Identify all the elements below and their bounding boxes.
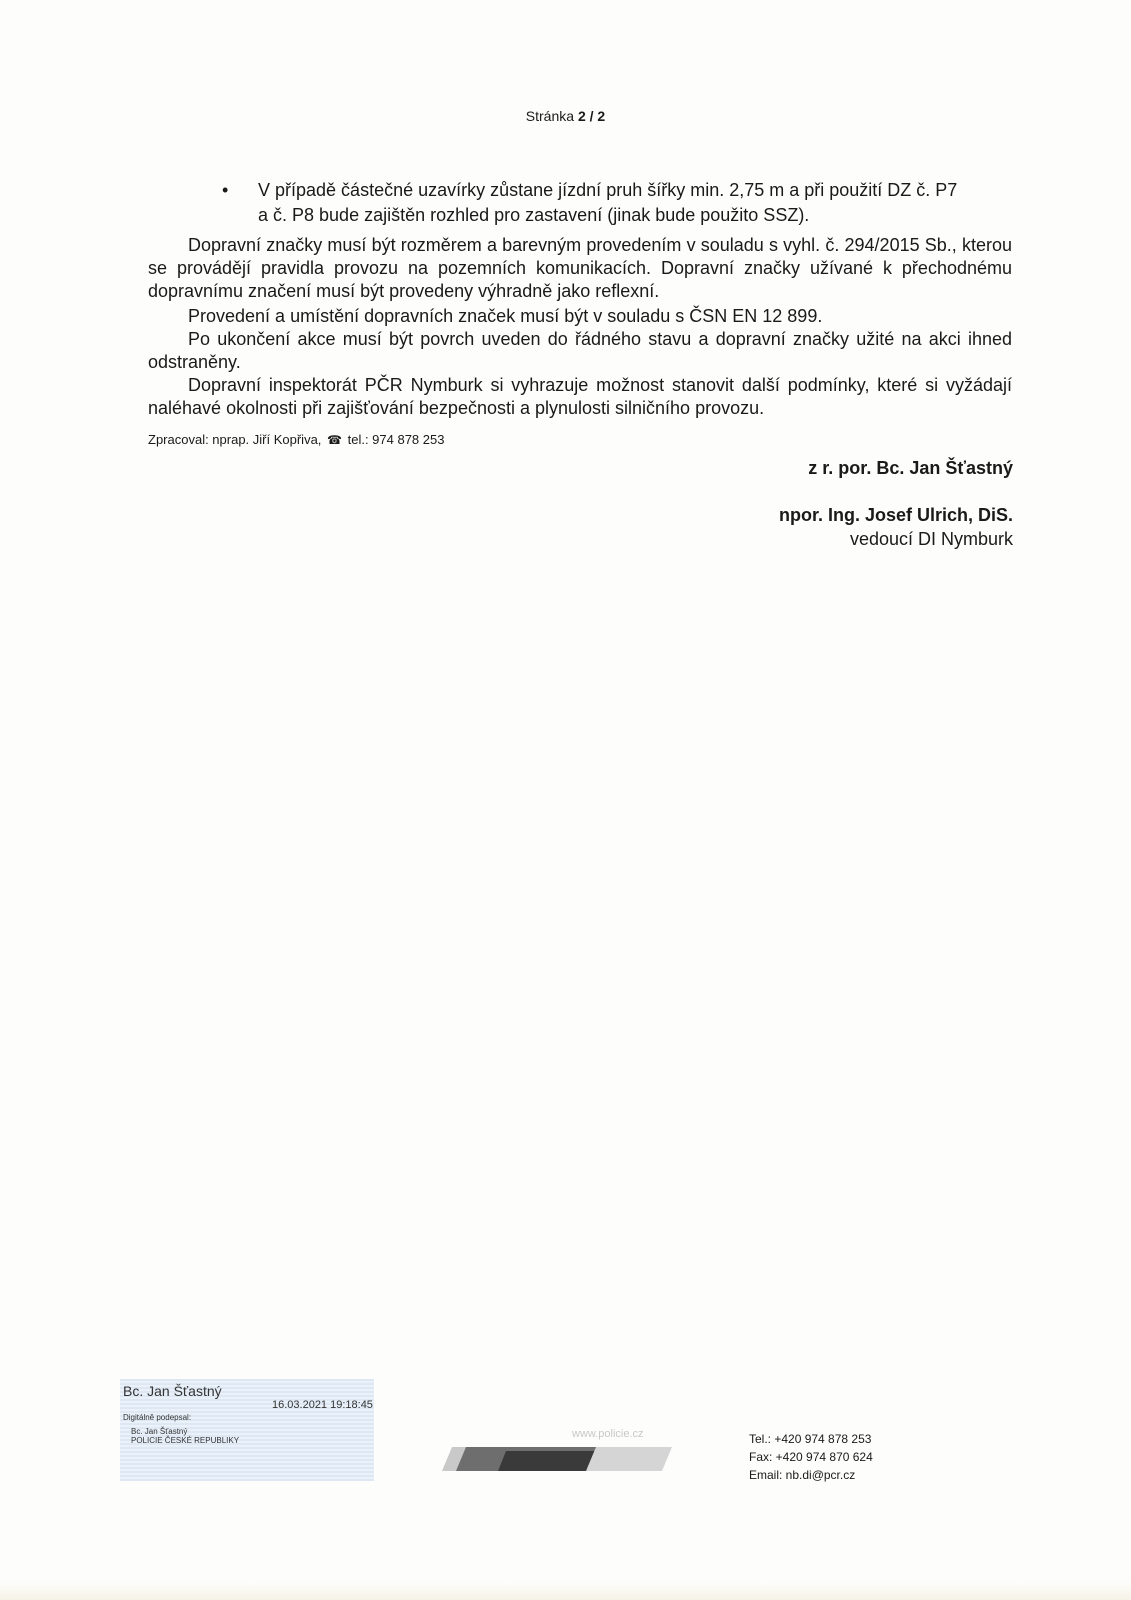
prepared-by-text: Zpracoval: nprap. Jiří Kopřiva,	[148, 432, 322, 447]
stamp-datetime: 16.03.2021 19:18:45	[272, 1399, 373, 1411]
police-stripe-logo	[436, 1447, 672, 1471]
prepared-by	[148, 432, 444, 447]
page-label: Stránka	[525, 108, 575, 124]
bullet-icon: •	[222, 180, 229, 200]
bullet-line-2: a č. P8 bude zajištěn rozhled pro zastavení (jinak bude použito SSZ).	[258, 205, 810, 225]
telephone-icon: ☎	[327, 433, 342, 447]
signature-line-2: npor. Ing. Josef Ulrich, DiS.	[778, 505, 1013, 525]
page-number-header	[0, 108, 1131, 124]
prepared-by-phone: tel.: 974 878 253	[347, 432, 445, 447]
stamp-signer: Bc. Jan Šťastný	[131, 1427, 188, 1436]
paragraph-further-conditions: Dopravní inspektorát PČR Nymburk si vyhrazuje možnost stanovit další podmínky, které si vyžádají naléhavé okolnosti při zajišťování bezpečnosti a plynulosti silničního provozu.	[148, 375, 1012, 418]
stamp-organization: POLICIE ČESKÉ REPUBLIKY	[131, 1436, 240, 1445]
footer-website: www.policie.cz	[572, 1428, 644, 1440]
stamp-name: Bc. Jan Šťastný	[123, 1383, 222, 1399]
paragraph-traffic-signs: Dopravní značky musí být rozměrem a barevným provedením v souladu s vyhl. č. 294/2015 Sb., kterou se provádějí pravidla provozu na pozemních komunikacích. Dopravní značky užívané k přechodnému dopravnímu značení musí být provedeny výhradně jako reflexní.	[148, 235, 1012, 301]
signature-title: vedoucí DI Nymburk	[849, 529, 1013, 549]
stamp-label: Digitálně podepsal:	[123, 1413, 192, 1422]
bullet-item	[222, 178, 1012, 228]
signature-line-1: z r. por. Bc. Jan Šťastný	[808, 458, 1013, 478]
bullet-line-1: V případě částečné uzavírky zůstane jízdní pruh šířky min. 2,75 m a při použití DZ č. P7	[258, 180, 958, 200]
footer-email: Email: nb.di@pcr.cz	[749, 1468, 856, 1482]
paragraph-sign-placement: Provedení a umístění dopravních značek musí být v souladu s ČSN EN 12 899.	[188, 306, 823, 326]
scan-edge	[0, 1582, 1131, 1600]
footer-tel: Tel.: +420 974 878 253	[749, 1432, 872, 1446]
digital-signature-stamp	[120, 1379, 374, 1481]
footer-fax: Fax: +420 974 870 624	[749, 1450, 873, 1464]
page-number: 2 / 2	[577, 108, 606, 124]
paragraph-after-completion: Po ukončení akce musí být povrch uveden do řádného stavu a dopravní značky užité na akci ihned odstraněny.	[148, 329, 1012, 372]
